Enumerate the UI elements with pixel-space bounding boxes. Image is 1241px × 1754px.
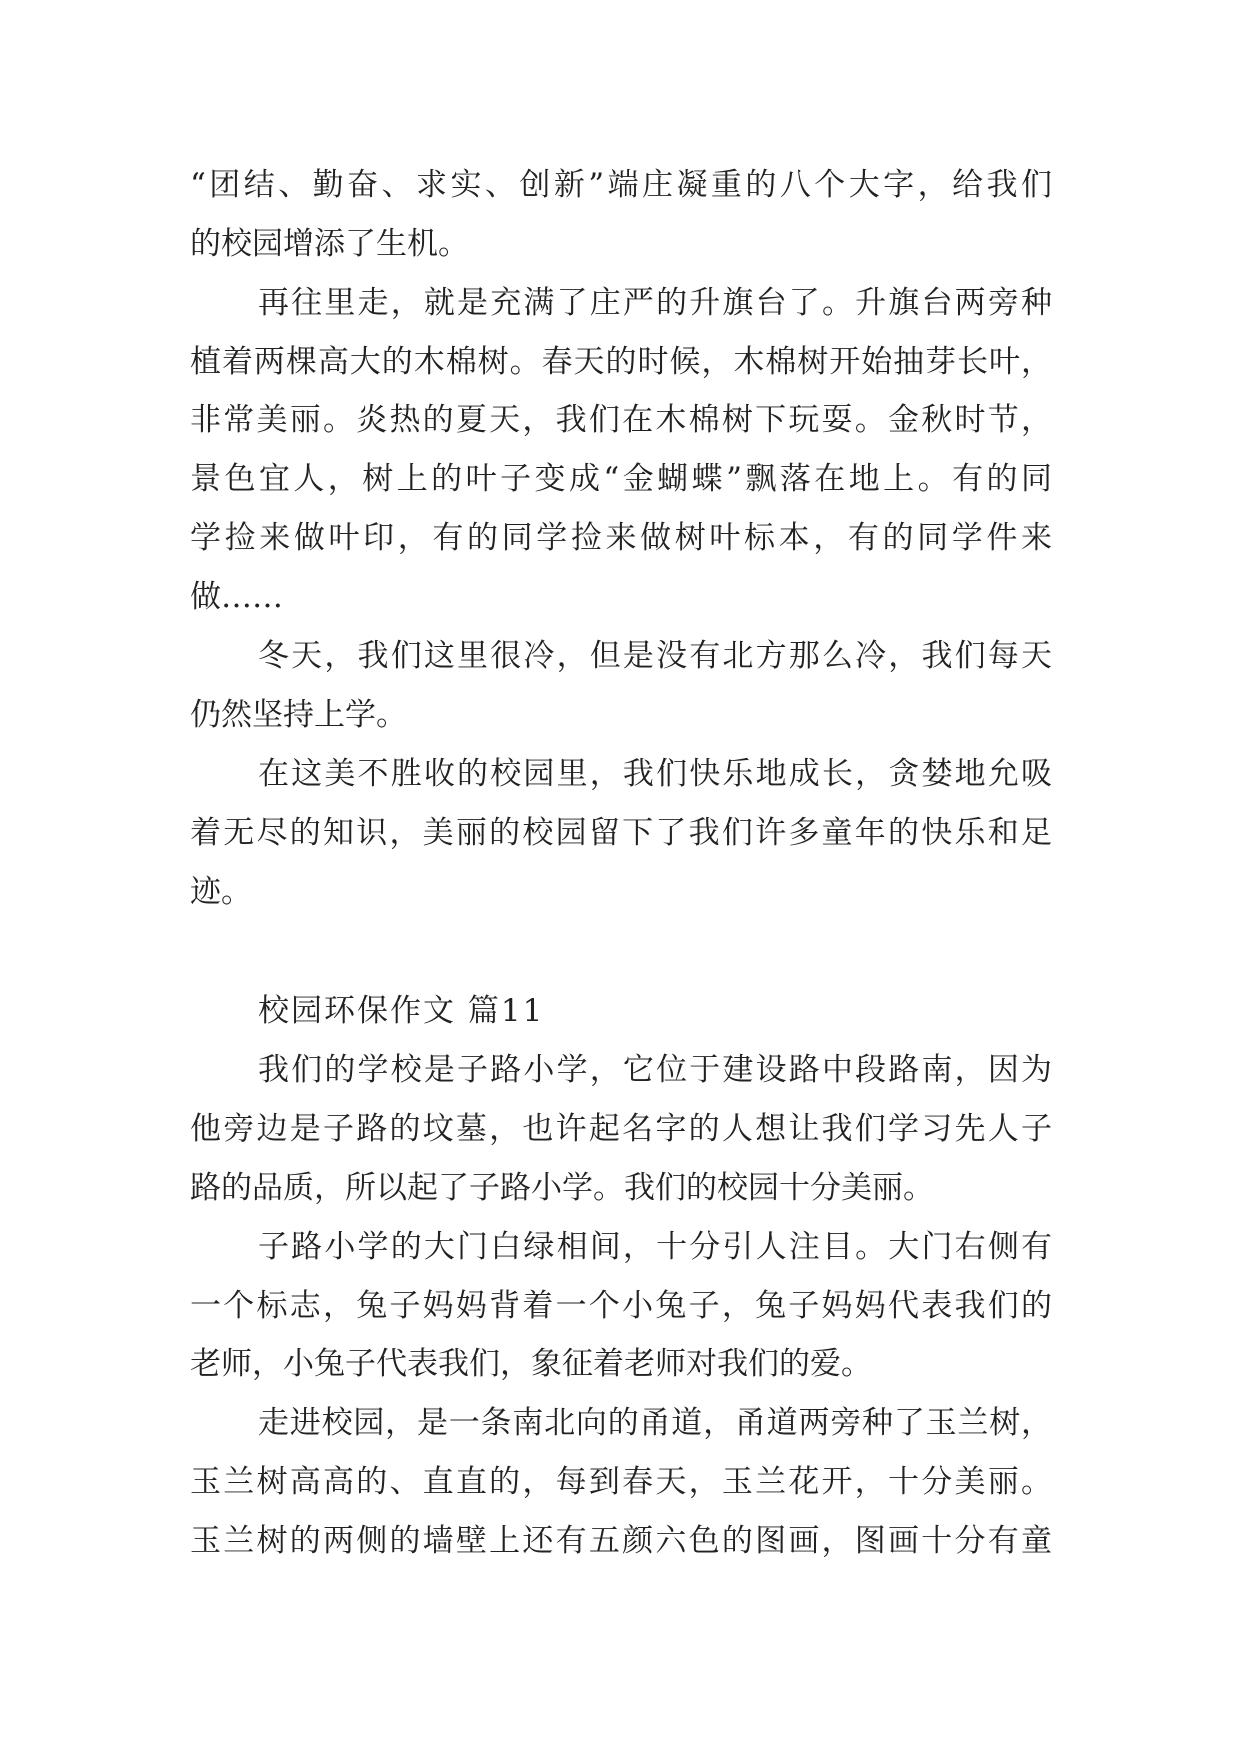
paragraph-line: 仍然坚持上学。 — [190, 697, 407, 733]
section-heading: 校园环保作文 篇11 — [258, 993, 545, 1029]
paragraph-line: 冬天，我们这里很冷，但是没有北方那么冷，我们每天 — [258, 638, 1052, 674]
paragraph-line: 非常美丽。炎热的夏天，我们在木棉树下玩耍。金秋时节， — [190, 402, 1052, 438]
paragraph-line: 着无尽的知识，美丽的校园留下了我们许多童年的快乐和足 — [190, 815, 1052, 851]
paragraph-line: 植着两棵高大的木棉树。春天的时候，木棉树开始抽芽长叶， — [190, 344, 1052, 380]
paragraph-line: 做…… — [190, 579, 283, 615]
paragraph-line: 再往里走，就是充满了庄严的升旗台了。升旗台两旁种 — [258, 285, 1052, 321]
paragraph-line: 学捡来做叶印，有的同学捡来做树叶标本，有的同学件来 — [190, 520, 1052, 556]
paragraph-line: 走进校园，是一条南北向的甬道，甬道两旁种了玉兰树， — [258, 1405, 1052, 1441]
paragraph-line: 的校园增添了生机。 — [190, 226, 469, 262]
paragraph-line: 一个标志，兔子妈妈背着一个小兔子，兔子妈妈代表我们的 — [190, 1288, 1052, 1324]
paragraph-line: 玉兰树的两侧的墙壁上还有五颜六色的图画，图画十分有童 — [190, 1523, 1052, 1559]
paragraph-line: 在这美不胜收的校园里，我们快乐地成长，贪婪地允吸 — [258, 756, 1052, 792]
paragraph-line: 景色宜人，树上的叶子变成“金蝴蝶”飘落在地上。有的同 — [190, 461, 1052, 497]
paragraph-line: 路的品质，所以起了子路小学。我们的校园十分美丽。 — [190, 1170, 934, 1206]
paragraph-line: 老师，小兔子代表我们，象征着老师对我们的爱。 — [190, 1346, 872, 1382]
paragraph-line: 玉兰树高高的、直直的，每到春天，玉兰花开，十分美丽。 — [190, 1464, 1052, 1500]
paragraph-line: 迹。 — [190, 874, 252, 910]
paragraph-line: 他旁边是子路的坟墓，也许起名字的人想让我们学习先人子 — [190, 1111, 1052, 1147]
paragraph-line: “团结、勤奋、求实、创新”端庄凝重的八个大字，给我们 — [190, 167, 1052, 203]
paragraph-line: 子路小学的大门白绿相间，十分引人注目。大门右侧有 — [258, 1229, 1052, 1265]
paragraph-line: 我们的学校是子路小学，它位于建设路中段路南，因为 — [258, 1052, 1052, 1088]
